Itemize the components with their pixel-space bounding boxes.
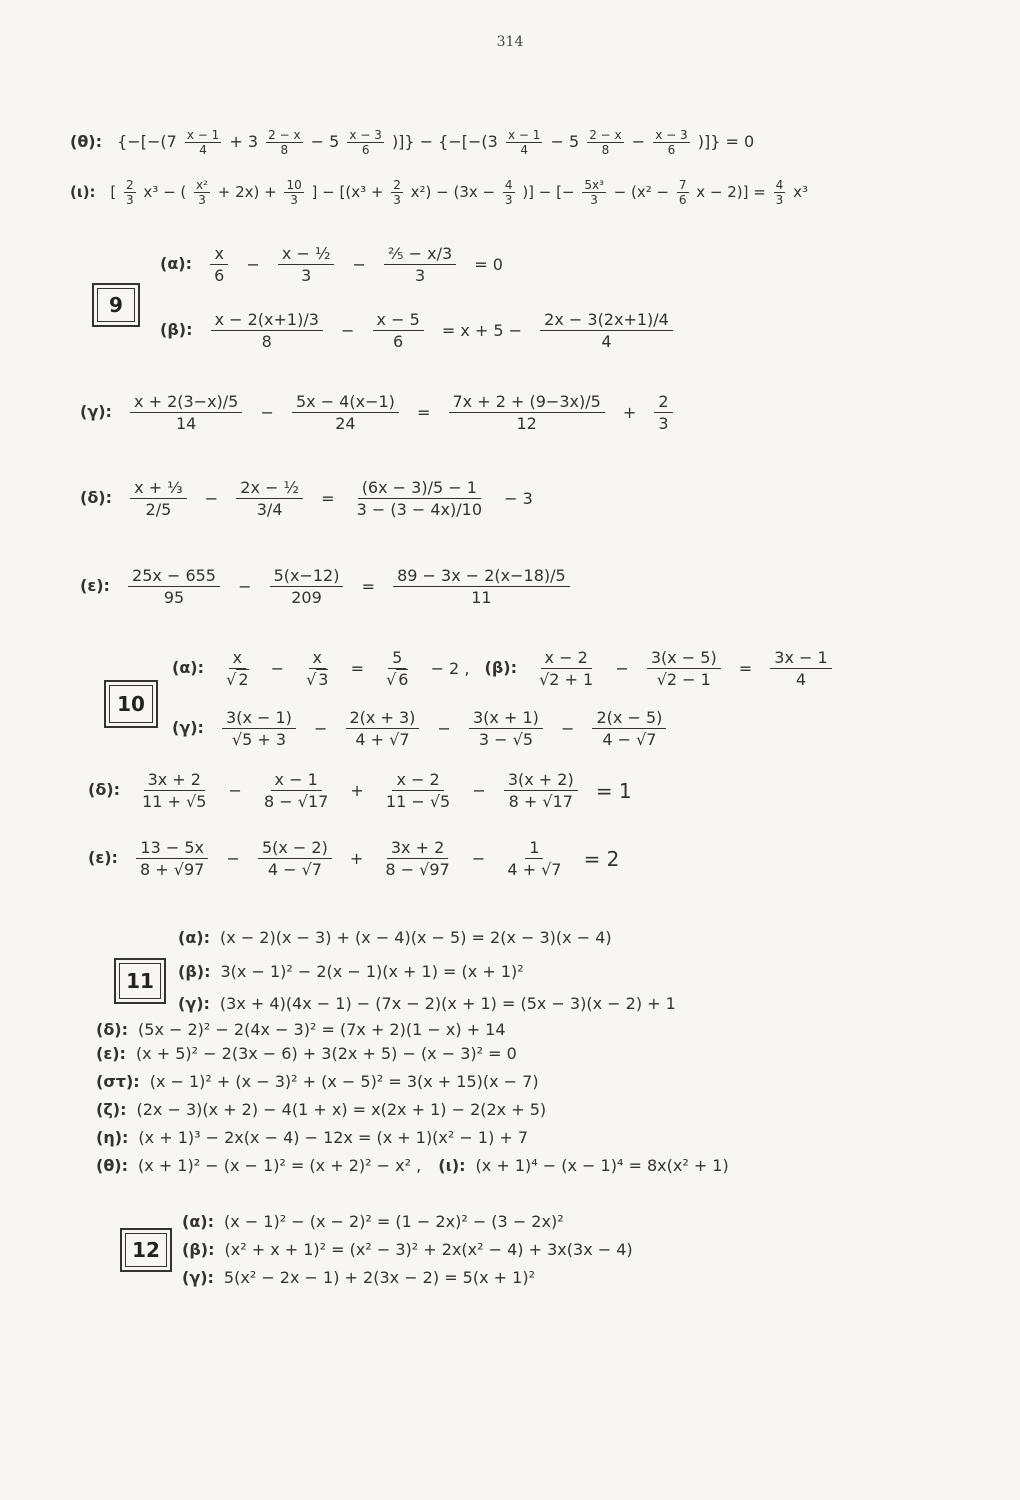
text: [ (110, 183, 117, 201)
fraction (353, 478, 486, 519)
fraction (210, 244, 228, 285)
numerator: x + ⅓ (130, 478, 187, 499)
fraction (270, 566, 344, 607)
ex10-delta (88, 770, 642, 811)
numerator: 3x − 1 (770, 648, 831, 669)
ex11-eta (96, 1128, 528, 1147)
numerator: 2x − 3(2x+1)/4 (540, 310, 673, 331)
fraction (592, 708, 666, 749)
denominator: 6 (667, 143, 676, 157)
ex12-beta (182, 1240, 633, 1259)
fraction (653, 128, 689, 157)
denominator: √2 + 1 (539, 670, 594, 689)
numerator: 10 (286, 178, 302, 192)
label-delta: (δ): (80, 488, 113, 507)
numerator: x (210, 244, 227, 265)
label-beta: (β): (178, 962, 211, 981)
label-gamma: (γ): (182, 1268, 214, 1287)
denominator: 3 − √5 (478, 730, 533, 749)
equation: 5(x² − 2x − 1) + 2(3x − 2) = 5(x + 1)² (223, 1268, 535, 1287)
numerator: x − 2 (541, 648, 592, 669)
fraction (278, 244, 335, 285)
fraction (677, 178, 689, 207)
exercise-number-12: 12 (120, 1228, 172, 1272)
text: x³ (793, 183, 808, 201)
numerator: x + 2(3−x)/5 (130, 392, 242, 413)
numerator: x − 3 (349, 128, 382, 142)
ex12-alpha (182, 1212, 564, 1231)
numerator: 2 (654, 392, 672, 413)
minus: − (341, 321, 355, 340)
denominator: 8 − √17 (264, 792, 329, 811)
ex8-iota (70, 178, 808, 207)
fraction (503, 178, 515, 207)
denominator: 14 (176, 414, 197, 433)
plus: + (350, 781, 364, 800)
label-delta: (δ): (96, 1020, 129, 1039)
fraction (393, 566, 570, 607)
denominator: 11 (471, 588, 492, 607)
numerator: 2 (125, 178, 134, 192)
equation: (x + 1)³ − 2x(x − 4) − 12x = (x + 1)(x² − 1) + 7 (138, 1128, 529, 1147)
numerator: (6x − 3)/5 − 1 (358, 478, 481, 499)
denominator: 8 − √97 (385, 860, 450, 879)
numerator: x − 5 (373, 310, 424, 331)
numerator: x² (196, 178, 208, 192)
fraction (124, 178, 136, 207)
numerator: 5(x−12) (270, 566, 344, 587)
fraction (384, 244, 456, 285)
denominator: 3 (125, 193, 134, 207)
label-delta: (δ): (88, 780, 121, 799)
fraction (260, 770, 332, 811)
denominator: √ 6 (386, 670, 409, 689)
fraction (381, 838, 453, 879)
numerator: x (229, 648, 246, 669)
minus: − (246, 255, 260, 274)
text: − 2 , (430, 659, 470, 678)
fraction (770, 648, 831, 689)
denominator: 2/5 (145, 500, 172, 519)
exercise-number-9: 9 (92, 283, 140, 327)
label-beta: (β): (182, 1240, 215, 1259)
fraction (504, 770, 578, 811)
ex10-gamma (172, 708, 669, 749)
numerator: 3(x − 5) (647, 648, 721, 669)
denominator: 4 − √7 (267, 860, 322, 879)
equation: 3(x − 1)² − 2(x − 1)(x + 1) = (x + 1)² (220, 962, 524, 981)
equals: = (350, 659, 364, 678)
fraction (506, 128, 542, 157)
label-gamma: (γ): (80, 402, 112, 421)
minus: − (270, 659, 284, 678)
ex11-stigma (96, 1072, 539, 1091)
numerator: x − 2(x+1)/3 (211, 310, 323, 331)
minus: − 3 (504, 489, 533, 508)
fraction (130, 478, 187, 519)
label-epsilon: (ε): (88, 848, 118, 867)
denominator: 3 (301, 266, 312, 285)
denominator: 12 (516, 414, 537, 433)
minus: − (437, 719, 451, 738)
fraction (469, 708, 543, 749)
text: ] − [(x³ + (311, 183, 384, 201)
plus: + (622, 403, 637, 422)
minus: − (560, 719, 575, 738)
minus: − (472, 781, 486, 800)
text: )] − [− (522, 183, 575, 201)
equation: (x + 1)² − (x − 1)² = (x + 2)² − x² , (138, 1156, 422, 1175)
text: + 2x) + (217, 183, 277, 201)
denominator: 11 + √5 (142, 792, 207, 811)
numerator: 5 (388, 648, 406, 669)
ex11-theta-iota (96, 1156, 729, 1175)
text: − 5 (310, 132, 340, 151)
minus: − (204, 489, 219, 508)
numerator: 3(x − 1) (222, 708, 296, 729)
text: x³ − ( (143, 183, 187, 201)
text: )]} − {−[−(3 (391, 132, 498, 151)
fraction (130, 392, 242, 433)
numerator: 2 (393, 178, 401, 192)
numerator: 2(x − 5) (592, 708, 666, 729)
fraction (138, 770, 210, 811)
numerator: x − 1 (507, 128, 541, 142)
denominator: 6 (361, 143, 370, 157)
label-gamma: (γ): (178, 994, 210, 1013)
text: {−[−(7 (117, 132, 177, 151)
ex11-alpha (178, 928, 612, 947)
minus: − (228, 781, 242, 800)
label-theta: (θ): (70, 132, 103, 151)
denominator: 3 (590, 193, 598, 207)
fraction (292, 392, 399, 433)
numerator: 25x − 655 (128, 566, 220, 587)
label-iota: (ι): (70, 183, 96, 201)
numerator: 1 (525, 838, 543, 859)
numerator: 3x + 2 (144, 770, 205, 791)
fraction (535, 648, 597, 689)
denominator: 6 (214, 266, 225, 285)
denominator: √5 + 3 (231, 730, 287, 749)
denominator: 6 (393, 332, 404, 351)
fraction (236, 478, 303, 519)
denominator: 4 (601, 332, 612, 351)
numerator: 7 (678, 178, 687, 192)
fraction (194, 178, 210, 207)
fraction (136, 838, 208, 879)
equation: (5x − 2)² − 2(4x − 3)² = (7x + 2)(1 − x) + 14 (138, 1020, 506, 1039)
page-number: 314 (496, 34, 524, 50)
minus: − (471, 849, 486, 868)
label-beta: (β): (160, 320, 193, 339)
equals: = (417, 403, 431, 422)
minus: − (260, 403, 274, 422)
denominator: 3 (415, 266, 426, 285)
equals: = (361, 577, 375, 596)
equation: (x − 2)(x − 3) + (x − 4)(x − 5) = 2(x − 3)(x − 4) (220, 928, 612, 947)
numerator: 3(x + 1) (469, 708, 543, 729)
text: x − 2)] = (696, 183, 766, 201)
denominator: 3 − (3 − 4x)/10 (356, 500, 482, 519)
ex9-epsilon (80, 566, 573, 607)
fraction (382, 648, 412, 689)
text: + 3 (229, 132, 259, 151)
denominator: 3 (198, 193, 206, 207)
denominator: 4 (520, 143, 528, 157)
equals: = (321, 489, 335, 508)
denominator: 8 (280, 143, 289, 157)
fraction (540, 310, 673, 351)
numerator: 2(x + 3) (346, 708, 420, 729)
label-epsilon: (ε): (96, 1044, 126, 1063)
denominator: 8 (261, 332, 272, 351)
numerator: 2 − x (589, 128, 622, 142)
numerator: 3(x + 2) (504, 770, 578, 791)
label-alpha: (α): (160, 254, 193, 273)
fraction (582, 178, 606, 207)
radicand: 3 (318, 670, 329, 689)
numerator: x − 1 (186, 128, 220, 142)
denominator: 6 (678, 193, 687, 207)
ex8-theta (70, 128, 754, 157)
radicand: 6 (398, 670, 409, 689)
numerator: 13 − 5x (136, 838, 208, 859)
fraction (302, 648, 332, 689)
label-zeta: (ζ): (96, 1100, 127, 1119)
ex9-delta (80, 478, 543, 519)
label-eta: (η): (96, 1128, 129, 1147)
fraction (185, 128, 221, 157)
equals: = 1 (595, 778, 632, 803)
denominator: 4 + √7 (355, 730, 410, 749)
ex9-beta (160, 310, 676, 351)
plus: + (349, 849, 364, 868)
numerator: 2 − x (268, 128, 301, 142)
equals: = 0 (474, 255, 503, 274)
text: x²) − (3x − (410, 183, 496, 201)
fraction (391, 178, 403, 207)
equation: (x² + x + 1)² = (x² − 3)² + 2x(x² − 4) + 3x(3x − 4) (224, 1240, 633, 1259)
equals: = 2 (583, 846, 620, 871)
fraction (373, 310, 424, 351)
equation: (3x + 4)(4x − 1) − (7x − 2)(x + 1) = (5x − 3)(x − 2) + 1 (219, 994, 676, 1013)
text: )]} = 0 (697, 132, 755, 151)
minus: − (314, 719, 328, 738)
equation: (x − 1)² + (x − 3)² + (x − 5)² = 3(x + 15)(x − 7) (149, 1072, 539, 1091)
denominator: 24 (335, 414, 356, 433)
ex11-gamma (178, 994, 676, 1013)
fraction (211, 310, 323, 351)
minus: − (615, 659, 629, 678)
ex9-alpha (160, 244, 513, 285)
equation: (x + 1)⁴ − (x − 1)⁴ = 8x(x² + 1) (475, 1156, 729, 1175)
denominator: 3 (290, 193, 298, 207)
denominator: 11 − √5 (385, 792, 451, 811)
label-gamma: (γ): (172, 718, 204, 737)
numerator: 5x³ (584, 178, 604, 192)
numerator: x − 3 (655, 128, 688, 142)
denominator: 8 + √97 (140, 860, 205, 879)
numerator: x − ½ (278, 244, 335, 265)
fraction (503, 838, 565, 879)
denominator: √ 2 (226, 670, 249, 689)
numerator: 5(x − 2) (258, 838, 332, 859)
numerator: 5x − 4(x−1) (292, 392, 399, 413)
fraction (222, 708, 296, 749)
denominator: 4 (795, 670, 807, 689)
label-epsilon: (ε): (80, 576, 110, 595)
denominator: 95 (163, 588, 185, 607)
numerator: 2x − ½ (236, 478, 303, 499)
fraction (382, 770, 454, 811)
ex9-gamma (80, 392, 676, 433)
fraction (258, 838, 332, 879)
ex11-epsilon (96, 1044, 517, 1063)
denominator: 3 (393, 193, 401, 207)
label-alpha: (α): (172, 658, 205, 677)
label-alpha: (α): (182, 1212, 215, 1231)
fraction (587, 128, 623, 157)
equation: (x + 5)² − 2(3x − 6) + 3(2x + 5) − (x − 3)² = 0 (135, 1044, 517, 1063)
numerator: 89 − 3x − 2(x−18)/5 (393, 566, 570, 587)
equals: = (738, 659, 753, 678)
numerator: 3x + 2 (387, 838, 448, 859)
denominator: 8 (601, 143, 610, 157)
label-iota: (ι): (438, 1156, 466, 1175)
minus: − (226, 849, 240, 868)
fraction (347, 128, 383, 157)
numerator: x (309, 648, 326, 669)
ex11-beta (178, 962, 524, 981)
denominator: 4 − √7 (602, 730, 657, 749)
text: − (631, 132, 646, 151)
exercise-number-11: 11 (114, 958, 166, 1004)
text: − (x² − (613, 183, 670, 201)
label-beta: (β): (484, 658, 517, 677)
numerator: 4 (504, 178, 513, 192)
denominator: 209 (291, 588, 322, 607)
fraction (774, 178, 786, 207)
fraction (647, 648, 721, 689)
radicand: 2 (238, 670, 249, 689)
minus: − (238, 577, 252, 596)
fraction (284, 178, 303, 207)
exercise-number-10: 10 (104, 680, 158, 728)
ex12-gamma (182, 1268, 535, 1287)
equation: (x − 1)² − (x − 2)² = (1 − 2x)² − (3 − 2x)² (224, 1212, 564, 1231)
denominator: 4 + √7 (507, 860, 562, 879)
equals: = x + 5 − (441, 321, 523, 340)
minus: − (352, 255, 366, 274)
denominator: √2 − 1 (656, 670, 711, 689)
fraction (222, 648, 252, 689)
denominator: 3 (658, 414, 669, 433)
label-theta: (θ): (96, 1156, 129, 1175)
ex10-alpha-beta (172, 648, 835, 689)
ex11-delta (96, 1020, 506, 1039)
denominator: 3 (504, 193, 513, 207)
text: − 5 (550, 132, 580, 151)
numerator: ⅖ − x/3 (384, 244, 456, 265)
ex11-zeta (96, 1100, 546, 1119)
numerator: 4 (775, 178, 784, 192)
equation: (2x − 3)(x + 2) − 4(1 + x) = x(2x + 1) − 2(2x + 5) (136, 1100, 547, 1119)
denominator: 3 (775, 193, 784, 207)
fraction (266, 128, 302, 157)
numerator: x − 1 (271, 770, 322, 791)
denominator: √ 3 (306, 670, 329, 689)
fraction (449, 392, 605, 433)
label-stigma: (στ): (96, 1072, 140, 1091)
denominator: 8 + √17 (508, 792, 573, 811)
denominator: 4 (199, 143, 207, 157)
denominator: 3/4 (256, 500, 283, 519)
ex10-epsilon (88, 838, 629, 879)
numerator: 7x + 2 + (9−3x)/5 (449, 392, 605, 413)
fraction (128, 566, 220, 607)
fraction (346, 708, 420, 749)
numerator: x − 2 (392, 770, 443, 791)
label-alpha: (α): (178, 928, 211, 947)
fraction (654, 392, 672, 433)
